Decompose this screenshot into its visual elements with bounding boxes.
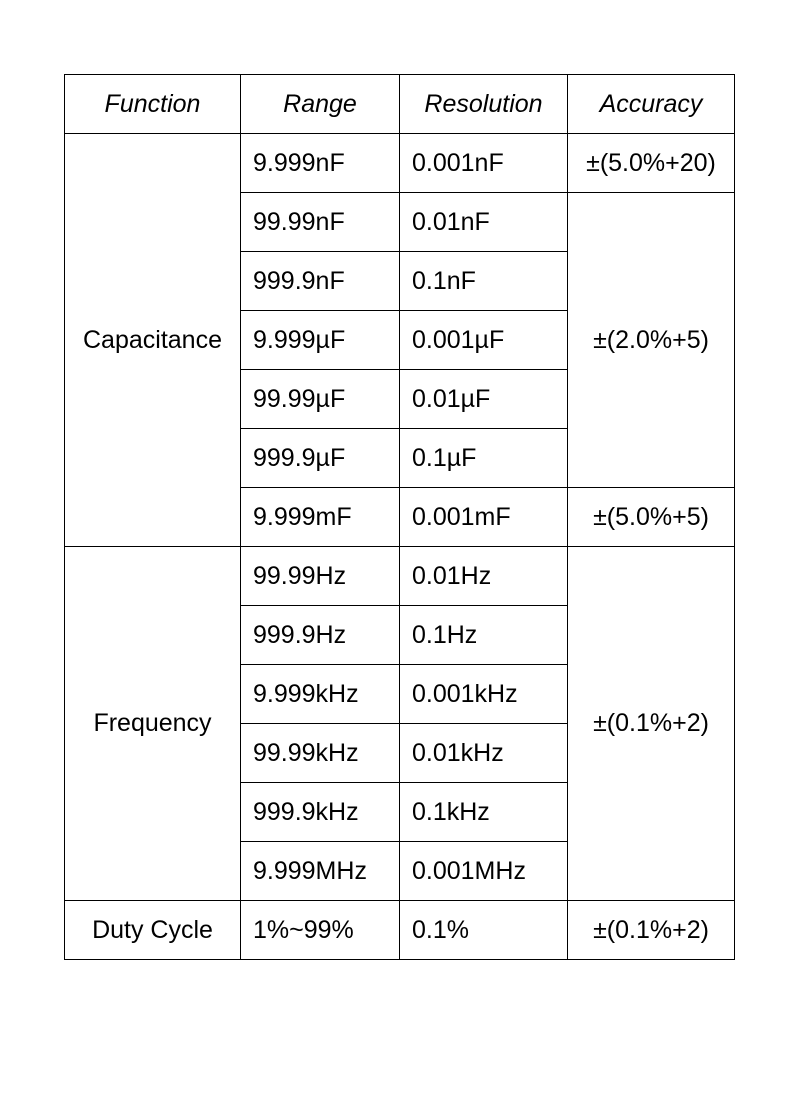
accuracy-cell: ±(2.0%+5): [568, 193, 735, 488]
resolution-cell: 0.001MHz: [400, 842, 568, 901]
range-cell: 99.99kHz: [241, 724, 400, 783]
range-cell: 9.999µF: [241, 311, 400, 370]
specification-table: [64, 74, 735, 960]
resolution-cell: 0.001nF: [400, 134, 568, 193]
range-cell: 9.999mF: [241, 488, 400, 547]
resolution-cell: 0.01kHz: [400, 724, 568, 783]
header-resolution: Resolution: [400, 75, 568, 134]
range-cell: 9.999nF: [241, 134, 400, 193]
resolution-cell: 0.001µF: [400, 311, 568, 370]
range-cell: 9.999kHz: [241, 665, 400, 724]
range-cell: 1%~99%: [241, 901, 400, 960]
range-cell: 999.9µF: [241, 429, 400, 488]
resolution-cell: 0.1kHz: [400, 783, 568, 842]
function-duty-cycle: Duty Cycle: [65, 901, 241, 960]
resolution-cell: 0.01Hz: [400, 547, 568, 606]
resolution-cell: 0.1µF: [400, 429, 568, 488]
range-cell: 99.99µF: [241, 370, 400, 429]
accuracy-cell: ±(0.1%+2): [568, 901, 735, 960]
range-cell: 999.9nF: [241, 252, 400, 311]
resolution-cell: 0.001mF: [400, 488, 568, 547]
resolution-cell: 0.1Hz: [400, 606, 568, 665]
function-frequency: Frequency: [65, 547, 241, 901]
table-row: [65, 901, 735, 960]
range-cell: 9.999MHz: [241, 842, 400, 901]
header-row: [65, 75, 735, 134]
resolution-cell: 0.01µF: [400, 370, 568, 429]
resolution-cell: 0.001kHz: [400, 665, 568, 724]
range-cell: 999.9kHz: [241, 783, 400, 842]
range-cell: 999.9Hz: [241, 606, 400, 665]
accuracy-cell: ±(0.1%+2): [568, 547, 735, 901]
table-row: [65, 134, 735, 193]
header-accuracy: Accuracy: [568, 75, 735, 134]
accuracy-cell: ±(5.0%+5): [568, 488, 735, 547]
resolution-cell: 0.1nF: [400, 252, 568, 311]
range-cell: 99.99nF: [241, 193, 400, 252]
header-function: Function: [65, 75, 241, 134]
table-row: [65, 547, 735, 606]
resolution-cell: 0.1%: [400, 901, 568, 960]
range-cell: 99.99Hz: [241, 547, 400, 606]
function-capacitance: Capacitance: [65, 134, 241, 547]
resolution-cell: 0.01nF: [400, 193, 568, 252]
header-range: Range: [241, 75, 400, 134]
accuracy-cell: ±(5.0%+20): [568, 134, 735, 193]
